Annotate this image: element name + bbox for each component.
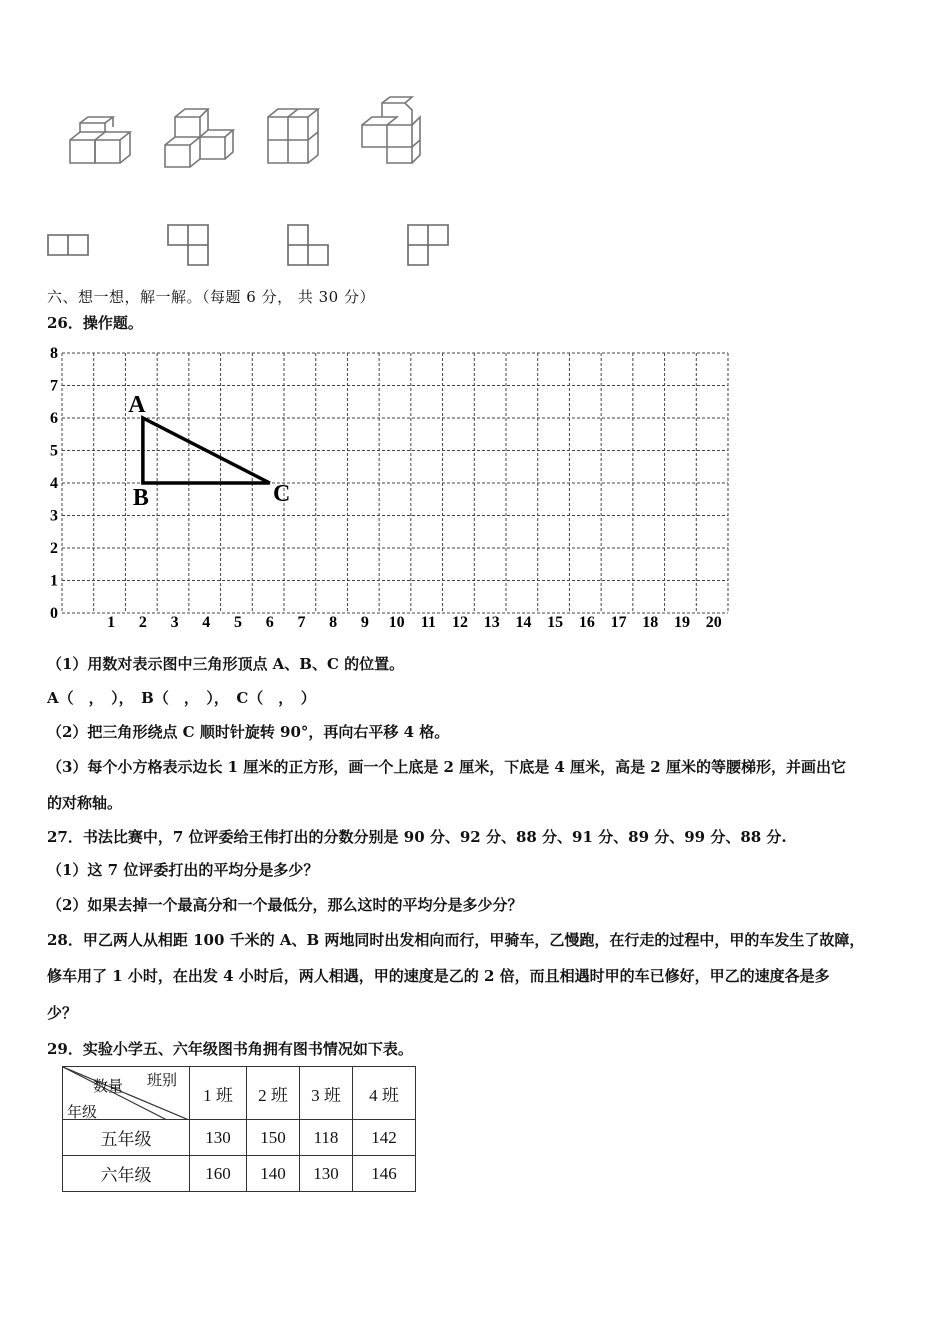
q28-line2: 修车用了 1 小时，在出发 4 小时后，两人相遇，甲的速度是乙的 2 倍，而且相遇时甲的车已修好，甲乙的速度各是多 bbox=[47, 967, 830, 985]
x-tick-label: 11 bbox=[420, 614, 436, 631]
table-cell: 130 bbox=[300, 1156, 353, 1192]
corner-middle-label: 数量 bbox=[93, 1079, 124, 1095]
x-tick-label: 8 bbox=[329, 614, 338, 631]
q26-sub3-line1: （3）每个小方格表示边长 1 厘米的正方形，画一个上底是 2 厘米，下底是 4 厘米，高是 2 厘米的等腰梯形，并画出它 bbox=[47, 758, 846, 776]
table-corner-cell bbox=[63, 1067, 190, 1120]
table-cell: 142 bbox=[353, 1120, 416, 1156]
x-tick-label: 10 bbox=[388, 614, 405, 631]
x-tick-label: 16 bbox=[578, 614, 595, 631]
q29-title: 29．实验小学五、六年级图书角拥有图书情况如下表。 bbox=[47, 1040, 413, 1058]
y-tick-label: 0 bbox=[50, 605, 58, 622]
x-tick-label: 17 bbox=[610, 614, 627, 631]
q28-line3: 少？ bbox=[47, 1004, 78, 1022]
table-cell: 146 bbox=[353, 1156, 416, 1192]
x-tick-label: 12 bbox=[452, 614, 469, 631]
y-tick-label: 6 bbox=[50, 410, 58, 427]
header-class-4: 4 班 bbox=[353, 1067, 416, 1120]
y-tick-label: 7 bbox=[50, 377, 58, 395]
table-cell: 150 bbox=[247, 1120, 300, 1156]
header-class-3: 3 班 bbox=[300, 1067, 353, 1120]
table-cell: 130 bbox=[190, 1120, 247, 1156]
y-tick-label: 1 bbox=[50, 572, 58, 590]
q28-line1: 28．甲乙两人从相距 100 千米的 A、B 两地同时出发相向而行，甲骑车，乙慢跑，在行走的过程中，甲的车发生了故障， bbox=[47, 931, 865, 949]
x-tick-label: 3 bbox=[170, 614, 179, 631]
q27-title: 27．书法比赛中，7 位评委给王伟打出的分数分别是 90 分、92 分、88 分、91 分、89 分、99 分、88 分. bbox=[47, 828, 787, 846]
vertex-label-a: A bbox=[128, 392, 146, 418]
y-tick-label: 2 bbox=[50, 540, 58, 557]
cube-figures bbox=[40, 95, 460, 275]
cube-stack-4 bbox=[362, 97, 420, 163]
q26-sub3-line2: 的对称轴。 bbox=[47, 794, 123, 812]
y-tick-label: 5 bbox=[50, 442, 58, 460]
cube-stack-2 bbox=[165, 109, 233, 167]
table-row bbox=[63, 1156, 416, 1192]
x-tick-label: 19 bbox=[674, 614, 691, 631]
view-2 bbox=[168, 225, 208, 265]
table-cell: 140 bbox=[247, 1156, 300, 1192]
x-tick-label: 4 bbox=[202, 614, 211, 631]
cube-stack-1 bbox=[70, 117, 130, 163]
view-4 bbox=[408, 225, 448, 265]
vertex-label-c: C bbox=[273, 481, 291, 507]
section-six-title: 六、想一想，解一解。（每题 6 分， 共 30 分） bbox=[47, 288, 375, 306]
triangle-abc bbox=[143, 418, 270, 483]
x-tick-label: 6 bbox=[265, 614, 274, 631]
header-class-2: 2 班 bbox=[247, 1067, 300, 1120]
q26-answer-line: A（ ， ）， B（ ， ）， C（ ， ） bbox=[47, 689, 316, 707]
x-tick-label: 5 bbox=[234, 614, 243, 631]
corner-bottom-label: 年级 bbox=[67, 1105, 98, 1121]
x-tick-label: 7 bbox=[297, 614, 306, 631]
table-row bbox=[63, 1120, 416, 1156]
q27-sub1: （1）这 7 位评委打出的平均分是多少？ bbox=[47, 861, 319, 879]
q26-title: 26．操作题。 bbox=[47, 314, 143, 332]
x-tick-label: 20 bbox=[705, 614, 722, 631]
x-tick-label: 14 bbox=[515, 614, 532, 631]
row-label: 六年级 bbox=[63, 1156, 190, 1192]
q26-sub1: （1）用数对表示图中三角形顶点 A、B、C 的位置。 bbox=[47, 655, 405, 673]
x-tick-label: 15 bbox=[547, 614, 564, 631]
vertex-label-b: B bbox=[132, 485, 149, 511]
header-class-1: 1 班 bbox=[190, 1067, 247, 1120]
view-3 bbox=[288, 225, 328, 265]
y-tick-label: 4 bbox=[50, 475, 58, 492]
x-tick-label: 18 bbox=[642, 614, 659, 631]
table-cell: 118 bbox=[300, 1120, 353, 1156]
corner-top-label: 班别 bbox=[147, 1073, 178, 1089]
q27-sub2: （2）如果去掉一个最高分和一个最低分，那么这时的平均分是多少分？ bbox=[47, 896, 523, 914]
x-tick-label: 1 bbox=[107, 614, 116, 631]
x-tick-label: 13 bbox=[483, 614, 500, 631]
view-1 bbox=[48, 235, 88, 255]
y-tick-label: 8 bbox=[50, 345, 58, 362]
q26-sub2: （2）把三角形绕点 C 顺时针旋转 90°，再向右平移 4 格。 bbox=[47, 723, 450, 741]
row-label: 五年级 bbox=[63, 1120, 190, 1156]
y-tick-label: 3 bbox=[50, 507, 58, 525]
table-cell: 160 bbox=[190, 1156, 247, 1192]
coordinate-grid bbox=[40, 345, 740, 635]
x-tick-label: 2 bbox=[138, 614, 147, 631]
book-table bbox=[62, 1066, 416, 1192]
cube-stack-3 bbox=[268, 109, 318, 163]
x-tick-label: 9 bbox=[360, 614, 369, 631]
